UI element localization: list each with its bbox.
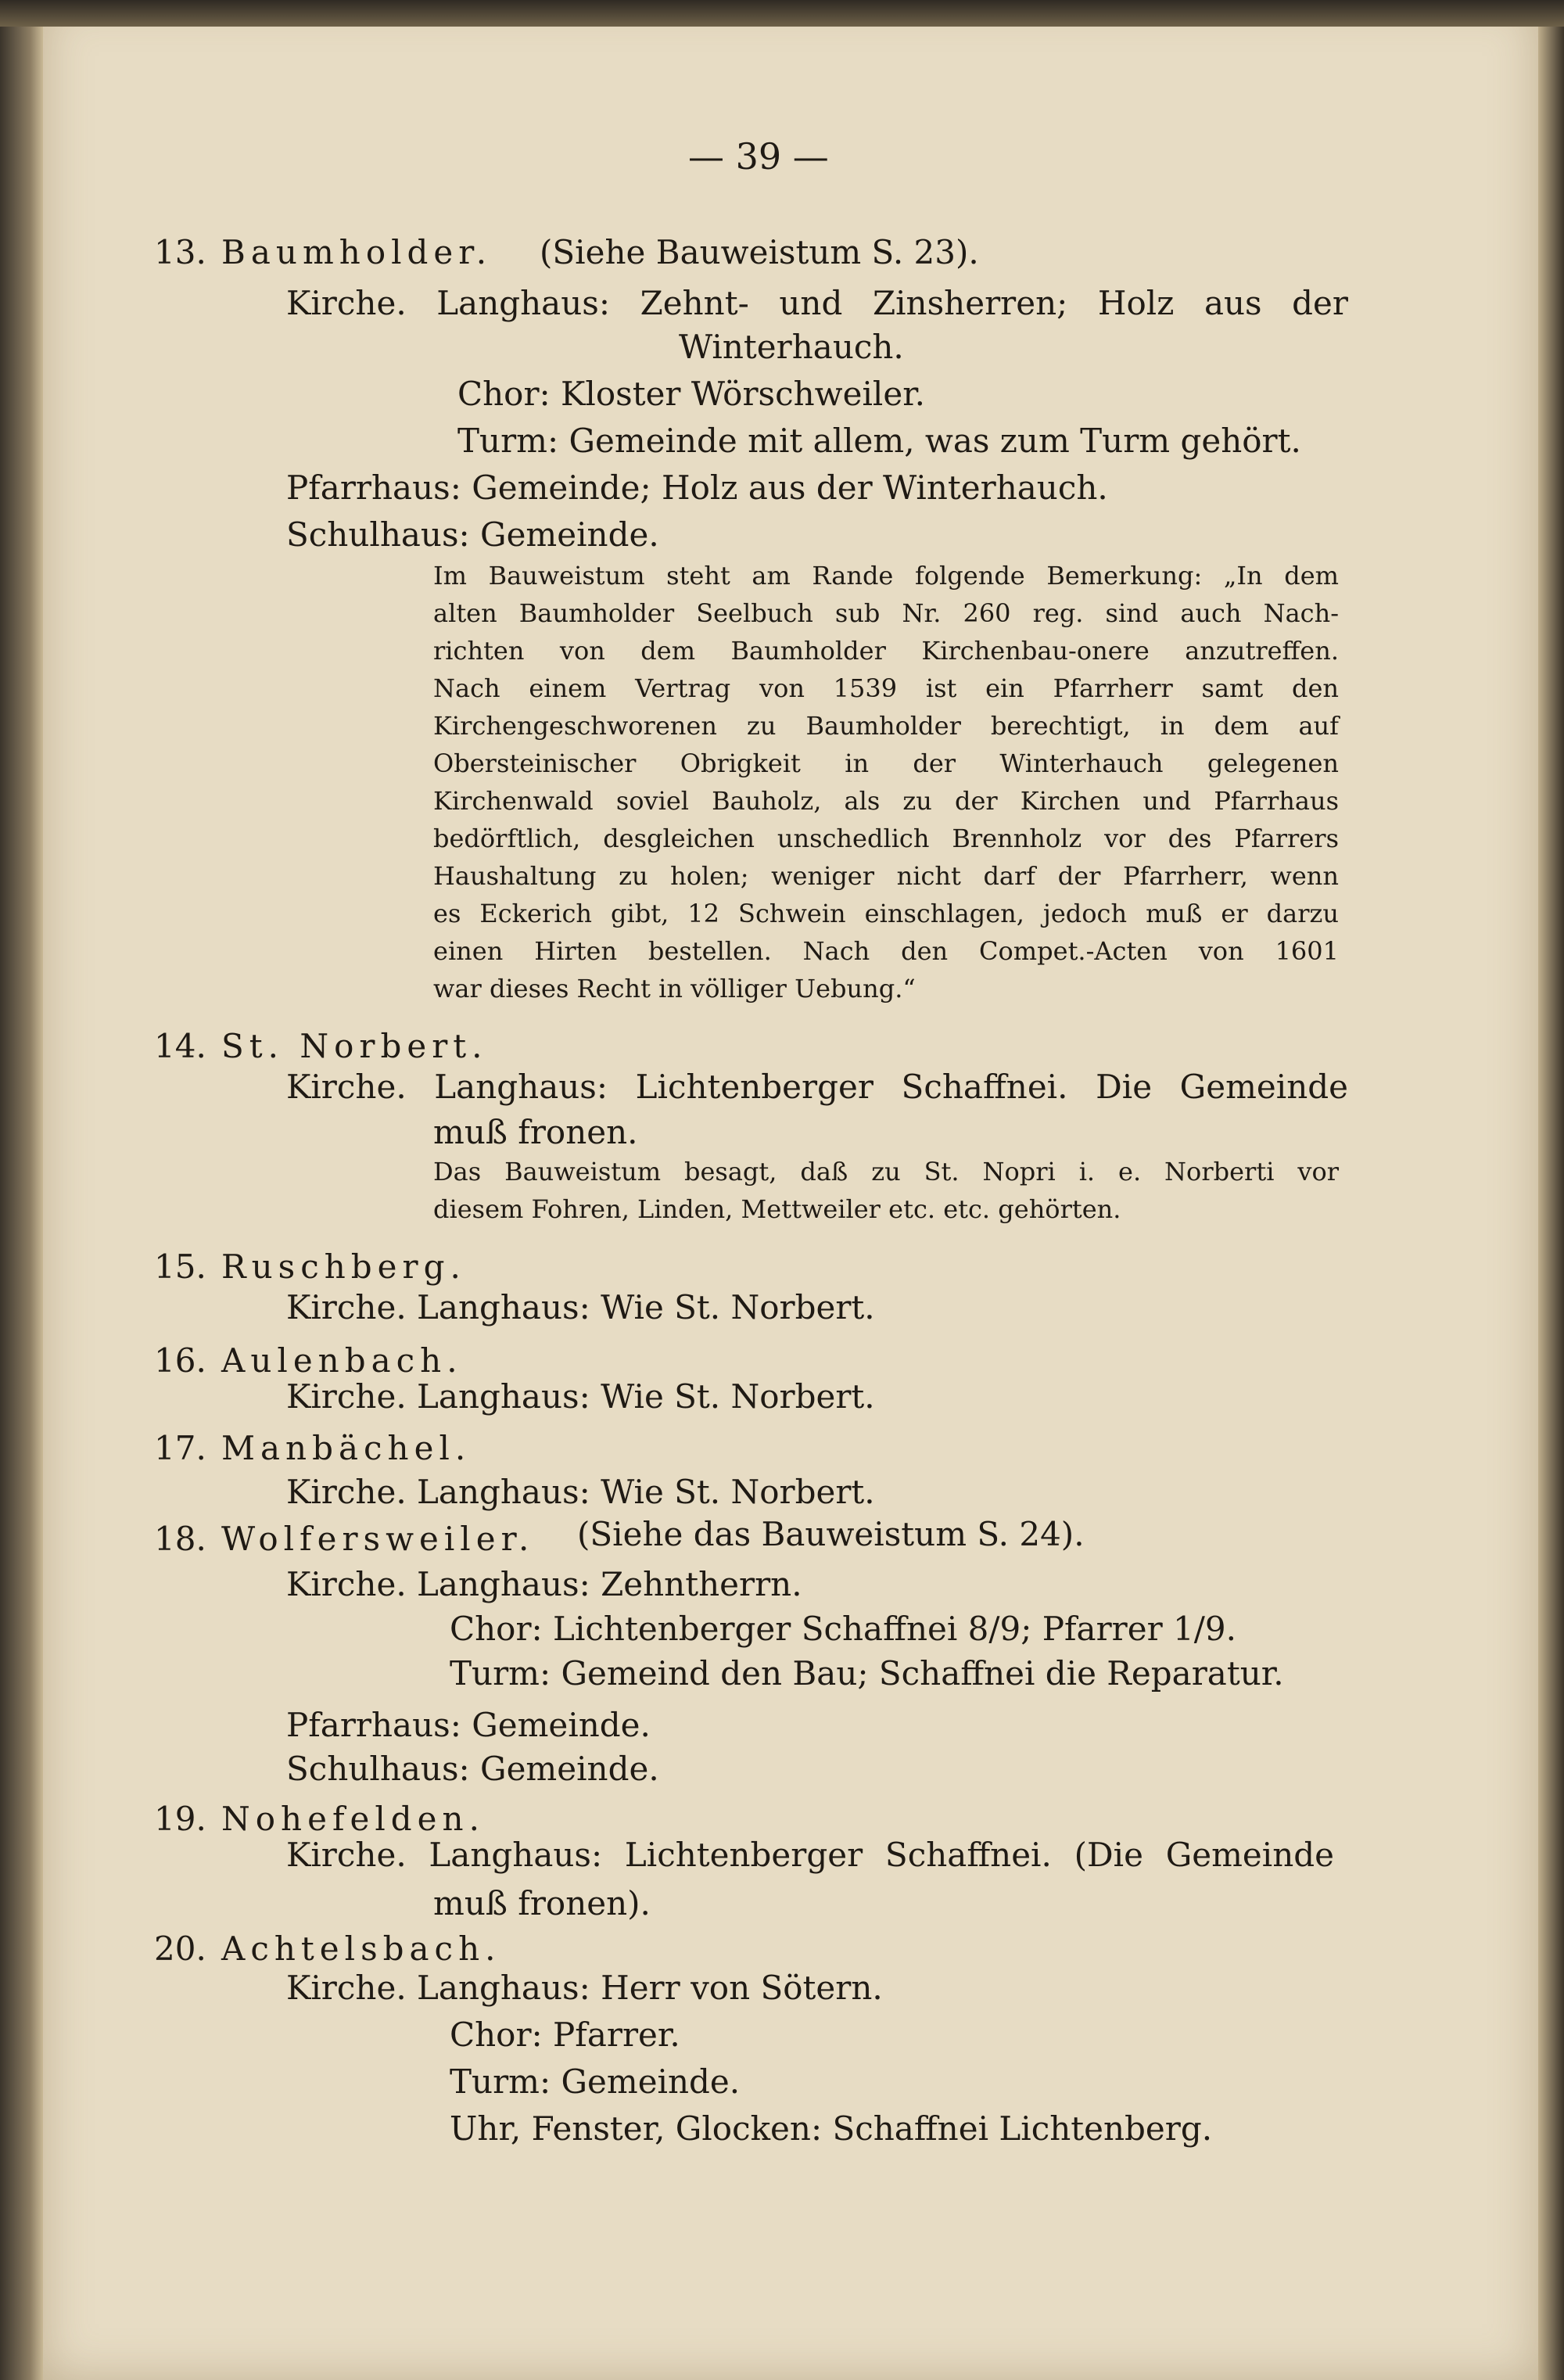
footnote-line: Haushaltung zu holen; weniger nicht darf der Pfarrherr, wenn [433, 861, 1339, 891]
entry-line: Chor: Lichtenberger Schaffnei 8/9; Pfarrer 1/9. [450, 1610, 1236, 1648]
entry-line: Chor: Kloster Wörschweiler. [457, 375, 926, 413]
footnote-line: Kirchenwald soviel Bauholz, als zu der Kirchen und Pfarrhaus [433, 786, 1339, 816]
entry-line: Kirche. Langhaus: Lichtenberger Schaffnei. (Die Gemeinde [286, 1836, 1334, 1874]
footnote-line: alten Baumholder Seelbuch sub Nr. 260 reg. sind auch Nach- [433, 598, 1339, 628]
entry-number: 20. [154, 1929, 206, 1968]
entry-line: Kirche. Langhaus: Zehntherrn. [286, 1565, 802, 1603]
entry-number: 17. [154, 1429, 206, 1467]
footnote-line: Im Bauweistum steht am Rande folgende Bemerkung: „In dem [433, 561, 1339, 591]
entry-number: 16. [154, 1341, 206, 1380]
footnote-line: Das Bauweistum besagt, daß zu St. Nopri i. e. Norberti vor [433, 1157, 1339, 1186]
entry-line: Turm: Gemeind den Bau; Schaffnei die Reparatur. [450, 1654, 1284, 1693]
footnote-line: einen Hirten bestellen. Nach den Compet.-Acten von 1601 [433, 936, 1339, 966]
footnote-line: Nach einem Vertrag von 1539 ist ein Pfarrherr samt den [433, 673, 1339, 703]
footnote-line: Kirchengeschworenen zu Baumholder berechtigt, in dem auf [433, 711, 1339, 741]
entry-name: Manbächel. [221, 1429, 472, 1467]
entry-line: muß fronen. [433, 1113, 638, 1151]
entry-name: Aulenbach. [221, 1341, 463, 1380]
entry-line: Chor: Pfarrer. [450, 2016, 680, 2054]
footnote-line: Obersteinischer Obrigkeit in der Winterhauch gelegenen [433, 748, 1339, 778]
entry-number: 19. [154, 1800, 206, 1838]
footnote-line: bedörftlich, desgleichen unschedlich Brennholz vor des Pfarrers [433, 824, 1339, 853]
entry-number: 13. [154, 233, 206, 271]
entry-number: 14. [154, 1027, 206, 1065]
footnote-line: diesem Fohren, Linden, Mettweiler etc. etc. gehörten. [433, 1194, 1121, 1224]
entry-name: Achtelsbach. [221, 1929, 501, 1968]
entry-note: (Siehe das Bauweistum S. 24). [577, 1515, 1085, 1553]
entry-name: Ruschberg. [221, 1247, 466, 1286]
entry-line: Uhr, Fenster, Glocken: Schaffnei Lichtenberg. [450, 2109, 1213, 2148]
entry-line: Pfarrhaus: Gemeinde. [286, 1706, 651, 1744]
book-gutter [0, 0, 43, 2380]
entry-line: Kirche. Langhaus: Herr von Sötern. [286, 1969, 883, 2007]
entry-line: Turm: Gemeinde. [450, 2062, 741, 2101]
footnote-line: war dieses Recht in völliger Uebung.“ [433, 974, 916, 1003]
page-number: — 39 — [688, 135, 829, 178]
page-edge [1538, 0, 1564, 2380]
entry-name: St. Norbert. [221, 1027, 488, 1065]
entry-line: Kirche. Langhaus: Wie St. Norbert. [286, 1288, 875, 1326]
entry-name: Nohefelden. [221, 1800, 485, 1838]
footnote-line: es Eckerich gibt, 12 Schwein einschlagen, jedoch muß er darzu [433, 899, 1339, 928]
entry-line: Schulhaus: Gemeinde. [286, 515, 659, 554]
entry-line: Kirche. Langhaus: Lichtenberger Schaffnei. Die Gemeinde [286, 1068, 1348, 1106]
entry-line: Kirche. Langhaus: Wie St. Norbert. [286, 1473, 875, 1511]
footnote-line: richten von dem Baumholder Kirchenbau-onere anzutreffen. [433, 636, 1339, 666]
entry-line: Schulhaus: Gemeinde. [286, 1750, 659, 1788]
entry-line: Kirche. Langhaus: Zehnt- und Zinsherren; Holz aus der [286, 284, 1348, 322]
entry-line: Pfarrhaus: Gemeinde; Holz aus der Winterhauch. [286, 468, 1108, 507]
entry-note: (Siehe Bauweistum S. 23). [540, 233, 979, 271]
entry-line: Turm: Gemeinde mit allem, was zum Turm gehört. [457, 422, 1301, 460]
entry-number: 15. [154, 1247, 206, 1286]
entry-name: Baumholder. [221, 233, 493, 271]
entry-name: Wolfersweiler. [221, 1520, 535, 1558]
top-shadow [0, 0, 1564, 27]
entry-line: Winterhauch. [679, 328, 904, 366]
entry-line: muß fronen). [433, 1884, 651, 1922]
entry-line: Kirche. Langhaus: Wie St. Norbert. [286, 1377, 875, 1416]
entry-number: 18. [154, 1520, 206, 1558]
